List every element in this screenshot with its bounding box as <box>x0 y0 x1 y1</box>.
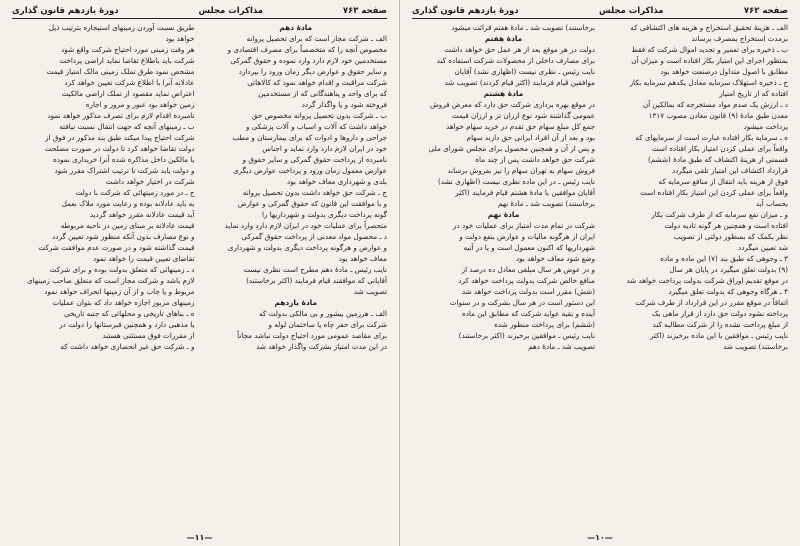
text-line: دولت تقاضا خواهد کرد تا دولت در صورت مصلحت <box>44 144 195 153</box>
text-line: تصویب شد ـ مادهٔ دهم <box>528 342 595 351</box>
text-line: برخاستند) تصویب شد <box>723 342 788 351</box>
text-line: د ـ زمینهائی که متعلق بدولت بوده و برای شرکت <box>49 265 195 274</box>
text-line: عادلانه آنرا با اطلاع شرکت تعیین خواهد کرد <box>64 78 195 87</box>
text-line: افتاده است و همچنین هر گونه تادیه دولت <box>664 221 788 230</box>
text-line: زمینهای مزبور اجازه خواهد داد که بتوان عملیات <box>52 298 195 307</box>
text-line: که برای واحد و پناهندگانی که از مستخدمین <box>258 89 387 98</box>
text-line: افتاده که از تاریخ امتیاز <box>719 89 788 98</box>
text-line: آقایانی که موافقند قیام فرمایند (اکثر برخاستند) <box>246 276 387 285</box>
text-line: برخاستند) تصویب شد ـ مادهٔ هفتم قرائت میشود <box>451 23 595 32</box>
header-title: دورهٔ یازدهم قانون گذاری <box>412 6 519 16</box>
page-footer: —۱۰— <box>587 533 613 542</box>
text-line: نظر بکمک که بمنظور دولتی از تصویب <box>673 232 788 241</box>
text-line: دولت در هر موقع بعد از هر عمل حق خواهد داشت <box>444 45 595 54</box>
page-header <box>12 6 387 19</box>
text-line: مخصوص آنچه را که متخصصاً برای مصرف اقتصادی و <box>227 45 387 54</box>
text-line: بلدی و شهرداری معاف خواهد بود <box>287 177 387 186</box>
text-line: برای مقاصد عمومی مورد احتیاج دولت نباشد مجاناً <box>237 331 387 340</box>
header-title: دورهٔ یازدهم قانون گذاری <box>12 6 119 16</box>
text-line: این دستور است در هر سال بشرکت و در سنوات <box>449 298 595 307</box>
text-line: نامبرده اقدام لازم برای تصرف مذکور خواهد نمود <box>47 111 195 120</box>
text-line: د ـ ارزش یک صدم مواد مستخرجه که بمالکین آن <box>642 100 788 109</box>
header-center: مذاکرات مجلس <box>598 6 664 16</box>
text-line: عوارض معمول زمان ورود و پرداخت عوارض دیگری <box>232 166 387 175</box>
text-column-right <box>605 22 788 518</box>
text-line: مستخدمین خود لازم دارد وارد نموده و حقوق گمرکی <box>230 56 387 65</box>
text-line: ج ـ شرکت حق خواهد داشت بدون تحصیل پروانه <box>242 188 387 197</box>
text-line: پرداخته نشود دولت حق دارد از قرار ماهی یک <box>651 309 788 318</box>
text-line: فروش سهام به تهران سهام را نیز بفروش برساند <box>447 166 595 175</box>
text-line: (۹) بدولت تعلق میگیرد در پایان هر سال <box>669 265 788 274</box>
text-line: خواهد بود <box>165 34 195 43</box>
text-line: برخاستند) تصویب شد ـ مادهٔ نهم <box>498 199 595 208</box>
text-line: آینده و بقیه عواید شرکت که مطابق این ماده <box>461 309 595 318</box>
text-line: در موقع تقدیم اوراق شرکت بدولت پرداخت خواهد شد <box>626 276 788 285</box>
text-line: (شش) مقرر است بدولت پرداخت خواهد شد <box>461 287 595 296</box>
text-line: ه ـ بناهای تاریخی و محلهائی که جنبه تاریخی <box>64 309 195 318</box>
text-line: و نوع مصارف بدون آنکه منظور شود تعیین گردد <box>52 232 195 241</box>
text-line: و سایر حقوق و عوارض دیگر زمان ورود را بپردازد <box>238 67 387 76</box>
text-line: و پس از آن و همچنین محصول برای مجلس شورای ملی <box>428 144 595 153</box>
text-line: و ـ میزان نفع سرمایه که از طرف شرکت بکار <box>651 210 788 219</box>
text-line: الف ـ هرزمین بیشور و بی مالکی بدولت که <box>259 309 387 318</box>
text-line: نامبرده از پرداخت حقوق گمرکی و سایر حقوق و <box>242 155 387 164</box>
text-columns <box>12 22 387 518</box>
text-line: نایب رئیس ـ نظری نیست (اظهاری نشد) آقایان <box>454 67 595 76</box>
text-line: جمع کل مبلغ سهام حق تقدم در خرید سهام خواهد <box>446 122 595 131</box>
text-line: قسمتی از هزینهٔ اکتشاف که طبق مادهٔ (ششم) <box>647 155 788 164</box>
header-center: مذاکرات مجلس <box>198 6 264 16</box>
text-line: ۴ ـ هرگاه وجوهی که بدولت تعلق میگیرد <box>668 287 788 296</box>
text-line: شرکت باید باطلاع تقاضا نماید اراضی پرداخت <box>59 56 195 65</box>
text-column-left <box>412 22 595 518</box>
text-line: موافقین قیام فرمایند (اکثر قیام کردند) تصویب شد <box>444 78 595 87</box>
text-line: در این مدت امتیاز بشرکت واگذار خواهد شد <box>256 342 387 351</box>
text-line: (ششم) برای پرداخت منظور شده <box>494 320 595 329</box>
text-line: پرداخت میشود <box>743 122 788 131</box>
text-line: بحساب آید <box>755 199 788 208</box>
text-line: متحصراً برای عملیات خود در ایران لازم دارد وارد نماید <box>224 221 387 230</box>
text-line: الف ـ شرکت مجاز است که برای تحصیل پروانه <box>246 34 387 43</box>
text-line: نایب رئیس ـ موافقین با این ماده برخیزند (اکثر <box>649 331 788 340</box>
text-line: واقعاً برای عملی کردن امتیاز بکار افتاده است <box>651 144 788 153</box>
text-line: بمنظور اجرای این امتیاز بکار افتاده است و میزان آن <box>631 56 788 65</box>
text-line: واقعاً برای عملی کردن این امتیاز بکار افتاده است <box>640 188 788 197</box>
text-line: تقاضای تعیین قیمت را خواهد نمود <box>92 254 195 263</box>
text-line: ۳ ـ وجوهی که طبق بند (۷) این ماده و ماده <box>660 254 788 263</box>
section-heading: مادهٔ یازدهم <box>274 298 318 307</box>
text-line: قرارداد اکتشاف این امتیاز تلقی میگردد <box>671 166 788 175</box>
text-line: مطابق با اصول متداول درصنعت خواهد بود <box>660 67 788 76</box>
text-line: شرکت مراقبت و اقدام خواهد نمود که کالاهائی <box>247 78 387 87</box>
text-line: و دولت یابد شرکت تا ترتیب اشتراک مقرر شود <box>54 166 195 175</box>
text-line: خود در ایران لازم دارد وارد نماید و اجناس <box>262 144 387 153</box>
text-line: به باید عادلانه بوده و رعایت مورد ملاک بعمل <box>61 199 195 208</box>
text-column-left <box>12 22 195 518</box>
text-line: زمین خواهد بود عبور و مرور و اجاره <box>85 100 195 109</box>
text-line: نایب رئیس ـ موافقین برخیزند (اکثر برخاستند) <box>458 331 595 340</box>
text-line: الف ـ هزینهٔ تحقیق استخراج و هزینه های اکتشافی که <box>630 23 788 32</box>
page-header <box>412 6 788 19</box>
text-line: معدن طبق مادهٔ (۹) قانون معادن مصوب ۱۳۱۷ <box>648 111 788 120</box>
text-line: نایب رئیس ـ مادهٔ دهم مطرح است نظری نیست <box>243 265 387 274</box>
text-columns <box>412 22 788 518</box>
text-line: آقایان موافقین با مادهٔ هشتم قیام فرمایند (اکثر <box>455 188 595 197</box>
text-line: ه ـ سرمایه بکار افتاده عبارت است از سرمایهای که <box>635 133 788 142</box>
text-line: شرکت در اختیار خواهد داشت <box>105 177 195 186</box>
text-line: جراحی و داروها و ادوات که برای بیمارستان و مطب <box>232 133 387 142</box>
text-line: تصویب شد <box>353 287 387 296</box>
text-line: شرکت حق خواهد داشت پس از چند ماه <box>475 155 595 164</box>
right-page <box>400 0 800 546</box>
text-line: اعتراض نماید مقصود از تملک اراضی مالکیت <box>61 89 195 98</box>
text-line: شرکت در تمام مدت امتیاز برای عملیات خود در <box>452 221 595 230</box>
text-line: آید قیمت عادلانه مقرر خواهد گردید <box>89 210 195 219</box>
text-line: ایران از هرگونه مالیات و عوارض بنفع دولت و <box>459 232 595 241</box>
text-line: خواهد داشت که آلات و اسباب و آلات پزشکی و <box>245 122 387 131</box>
text-line: وضع شود معاف خواهد بود <box>515 254 595 263</box>
text-line: شد تعیین میگردد <box>738 243 788 252</box>
text-line: برمدت استخراج بمصرف برساند <box>691 34 788 43</box>
text-line: نایب رئیس ـ در این ماده نظری نیست (اظهاری نشد) <box>437 177 595 186</box>
text-line: ب ـ شرکت بدون تحصیل پروانه مخصوص حق <box>251 111 387 120</box>
text-line: و با موافقت این قانون که حقوق گمرکی و عوارض <box>237 199 387 208</box>
text-line: برای مصارف داخلی از محصولات شرکت استفاده کند <box>436 56 595 65</box>
text-line: قیمت گذاشته شود و در صورت عدم موافقت شرکت <box>38 243 195 252</box>
text-line: یا مذهبی دارد و همچنین قبرستانها را دولت در <box>59 320 195 329</box>
text-line: با مالکین داخل مذاکره شده آنرا خریداری نموده <box>52 155 195 164</box>
text-line: د ـ محصول مواد معدنی از پرداخت حقوق گمرکی <box>241 232 387 241</box>
text-line: در موقع بهره برداری شرکت حق دارد که معرض فروش <box>429 100 595 109</box>
text-line: ب ـ زمینهای آنچه که جهت انتقال نسبت نیافته <box>59 122 195 131</box>
text-line: شرکت احتیاج پیدا میکند طبق بند مذکور در فوق از <box>45 133 195 142</box>
text-line: از مقررات فوق مستثنی هستند <box>102 331 195 340</box>
text-line: ج ـ ذخیره استهلاک سرمایه معادل یکدهم سرمایه بکار <box>629 78 788 87</box>
text-line: گونه پرداخت دیگری بدولت و شهرداریها را <box>261 210 387 219</box>
text-line: و عوارض و هرگونه پرداخت دیگری بدولت و شهرداری <box>227 243 387 252</box>
text-line: معاف خواهد بود <box>338 254 387 263</box>
section-heading: مادهٔ هشتم <box>483 89 524 98</box>
section-heading: مادهٔ نهم <box>487 210 520 219</box>
text-line: و در عوض هر سال مبلغی معادل ده درصد از <box>461 265 595 274</box>
text-line: منافع خالص شرکت بدولت پرداخت خواهد کرد <box>458 276 595 285</box>
text-line: شرکت برای حفر چاه یا ساختمان لوله و <box>268 320 387 329</box>
section-heading: مادهٔ دهم <box>279 23 313 32</box>
page-footer: —۱۱— <box>186 533 213 542</box>
text-column-right <box>205 22 388 518</box>
text-line: طریق نسبت آوردن زمینهای استیجاره بترتیب ذیل <box>48 23 195 32</box>
text-line: و ـ شرکت حق غیر انحصاری خواهد داشت که <box>60 342 195 351</box>
text-line: اتفاقاً در موقع مقرر در این قرارداد از طرف شرکت <box>635 298 788 307</box>
text-line: فروخته شود و یا واگذار گردد <box>301 100 387 109</box>
text-line: ج ـ در مورد زمینهائی که شرکت با دولت <box>75 188 195 197</box>
text-line: از مبلغ پرداخت نشده را از شرکت مطالبه کند <box>652 320 788 329</box>
section-heading: مادهٔ هفتم <box>484 34 523 43</box>
text-line: شهرداریها که اکنون معمول است و یا در آتیه <box>463 243 595 252</box>
page-number-label: صفحه ۷۶۲ <box>743 6 788 16</box>
text-line: فوق از هزینه باید انتقال از منافع سرمایه که <box>658 177 788 186</box>
text-line: لازم باشد و شرکت مجاز است که متعلق صاحب زمینهای <box>27 276 195 285</box>
text-line: بود و بعد از آن افراد ایرانی حق دارند سهام <box>466 133 595 142</box>
text-line: مربوط و یا جاب و از آن زمینها انحراف خواهد نمود <box>44 287 195 296</box>
text-line: ب ـ ذخیره برای تعمیر و تجدید اموال شرکت که فقط <box>631 45 788 54</box>
text-line: مشخص نمود طرق تملک زمینی مالک امتیاز قیمت <box>46 67 195 76</box>
text-line: قیمت عادلانه بر مبنای زمین در ناحیه مربوطه <box>60 221 195 230</box>
text-line: هر وقت زمینی مورد احتیاج شرکت واقع شود <box>61 45 195 54</box>
text-line: عمومی گذاشته شود نوع ارزان تر و ارزان قیمت <box>451 111 595 120</box>
page-number-label: صفحه ۷۶۳ <box>342 6 387 16</box>
